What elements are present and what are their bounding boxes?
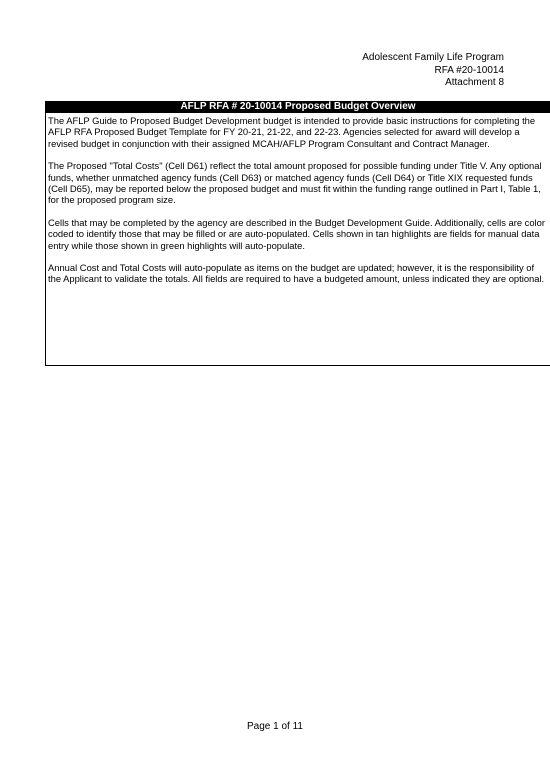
overview-body <box>46 113 550 285</box>
rfa-number: RFA #20-10014 <box>434 64 504 76</box>
budget-overview-box <box>45 101 550 366</box>
overview-title: AFLP RFA # 20-10014 Proposed Budget Overview <box>46 101 550 113</box>
attachment-label: Attachment 8 <box>445 77 504 88</box>
overview-paragraph-2: The Proposed "Total Costs" (Cell D61) reflect the total amount proposed for possible funding under Title V. Any optional funds, whether unmatched agency funds (Cell D63) or matched agency funds (Cell D64) or Title XIX requested funds (Cell D65), may be reported below the proposed budget and must fit within the funding range outlined in Part I, Table 1, for the proposed program size. <box>48 160 542 206</box>
overview-paragraph-1: The AFLP Guide to Proposed Budget Development budget is intended to provide basic instructions for completing the AFLP RFA Proposed Budget Template for FY 20-21, 21-22, and 22-23. Agencies selected for award will develop a revised budget in conjunction with their assigned MCAH/AFLP Program Consultant and Contract Manager. <box>48 115 536 149</box>
overview-paragraph-3: Cells that may be completed by the agency are described in the Budget Development Guide. Additionally, cells are color coded to identify those that may be filled or are auto-populated. Cells shown in tan highlights are fields for manual data entry while those shown in green highlights will auto-populate. <box>48 216 545 251</box>
overview-paragraph-4: Annual Cost and Total Costs will auto-populate as items on the budget are updated; however, it is the responsibility of the Applicant to validate the totals. All fields are required to have a budgeted amount, unless indicated they are optional. <box>48 262 545 285</box>
document-header <box>362 52 504 90</box>
program-name: Adolescent Family Life Program <box>362 52 504 63</box>
page-number: Page 1 of 11 <box>247 721 303 732</box>
